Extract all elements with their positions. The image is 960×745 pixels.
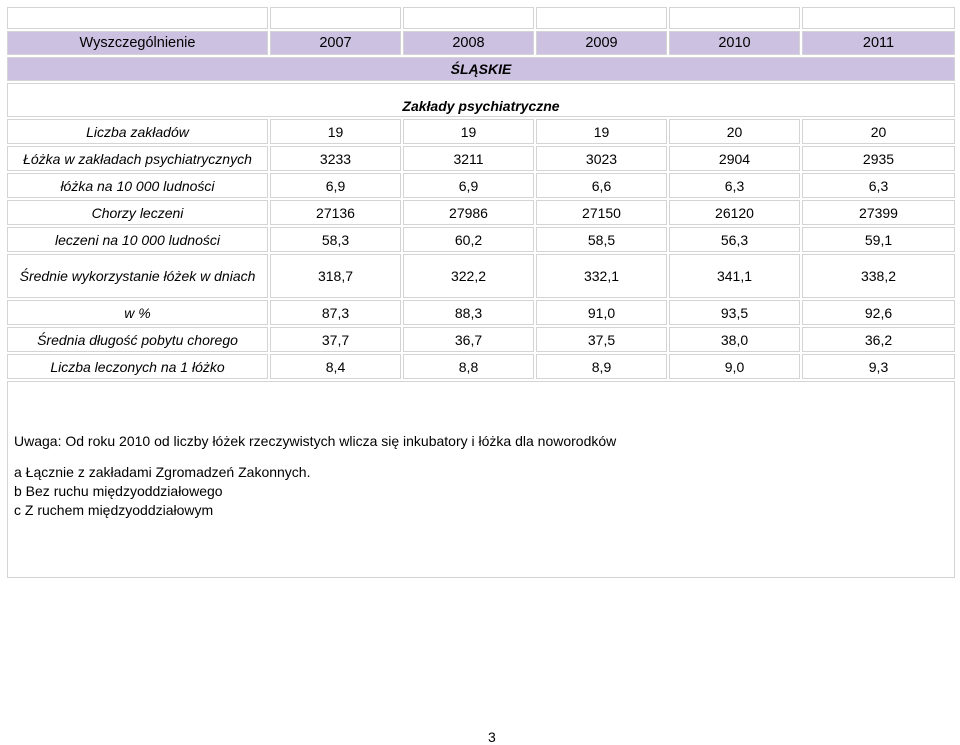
value-cell: 37,5 — [536, 327, 667, 352]
value-cell: 6,3 — [802, 173, 955, 198]
value-cell: 19 — [536, 119, 667, 144]
note-c: c Z ruchem międzyoddziałowym — [14, 502, 214, 518]
value-cell: 2935 — [802, 146, 955, 171]
row-label: leczeni na 10 000 ludności — [7, 227, 268, 252]
value-cell: 322,2 — [403, 254, 534, 298]
value-cell: 59,1 — [802, 227, 955, 252]
row-label: Chorzy leczeni — [7, 200, 268, 225]
value-cell: 19 — [403, 119, 534, 144]
section-title: Zakłady psychiatryczne — [7, 83, 955, 117]
page-number: 3 — [488, 729, 496, 745]
value-cell: 8,8 — [403, 354, 534, 379]
column-header: 2008 — [403, 31, 534, 55]
section-row — [7, 83, 955, 117]
cell — [536, 7, 667, 29]
value-cell: 338,2 — [802, 254, 955, 298]
empty-top-row — [7, 7, 955, 29]
table-row — [7, 119, 955, 144]
value-cell: 36,7 — [403, 327, 534, 352]
table-row — [7, 200, 955, 225]
value-cell: 3023 — [536, 146, 667, 171]
row-label: Średnie wykorzystanie łóżek w dniach — [7, 254, 268, 298]
value-cell: 341,1 — [669, 254, 800, 298]
value-cell: 20 — [669, 119, 800, 144]
table-row — [7, 254, 955, 298]
value-cell: 92,6 — [802, 300, 955, 325]
table-row — [7, 146, 955, 171]
column-header: 2011 — [802, 31, 955, 55]
value-cell: 88,3 — [403, 300, 534, 325]
value-cell: 332,1 — [536, 254, 667, 298]
region-title: ŚLĄSKIE — [7, 57, 955, 81]
table-row — [7, 173, 955, 198]
value-cell: 9,3 — [802, 354, 955, 379]
value-cell: 36,2 — [802, 327, 955, 352]
cell — [802, 7, 955, 29]
value-cell: 2904 — [669, 146, 800, 171]
value-cell: 8,4 — [270, 354, 401, 379]
table-row — [7, 327, 955, 352]
note-uwaga: Uwaga: Od roku 2010 od liczby łóżek rzeczywistych wlicza się inkubatory i łóżka dla noworodków — [14, 433, 617, 449]
value-cell: 6,3 — [669, 173, 800, 198]
column-header: 2010 — [669, 31, 800, 55]
notes-row — [7, 381, 955, 578]
column-header: Wyszczególnienie — [7, 31, 268, 55]
row-label: Liczba zakładów — [7, 119, 268, 144]
value-cell: 6,9 — [270, 173, 401, 198]
row-label: Łóżka w zakładach psychiatrycznych — [7, 146, 268, 171]
notes-cell — [7, 381, 955, 578]
value-cell: 58,3 — [270, 227, 401, 252]
cell — [270, 7, 401, 29]
value-cell: 91,0 — [536, 300, 667, 325]
table-row — [7, 227, 955, 252]
value-cell: 56,3 — [669, 227, 800, 252]
value-cell: 6,6 — [536, 173, 667, 198]
value-cell: 3233 — [270, 146, 401, 171]
value-cell: 27150 — [536, 200, 667, 225]
value-cell: 37,7 — [270, 327, 401, 352]
value-cell: 38,0 — [669, 327, 800, 352]
value-cell: 20 — [802, 119, 955, 144]
header-row — [7, 31, 955, 55]
value-cell: 58,5 — [536, 227, 667, 252]
cell — [403, 7, 534, 29]
table-row — [7, 354, 955, 379]
cell — [7, 7, 268, 29]
column-header: 2009 — [536, 31, 667, 55]
value-cell: 60,2 — [403, 227, 534, 252]
note-b: b Bez ruchu międzyoddziałowego — [14, 483, 223, 499]
value-cell: 9,0 — [669, 354, 800, 379]
row-label: w % — [7, 300, 268, 325]
data-table — [5, 5, 957, 580]
value-cell: 3211 — [403, 146, 534, 171]
row-label: łóżka na 10 000 ludności — [7, 173, 268, 198]
value-cell: 87,3 — [270, 300, 401, 325]
value-cell: 27399 — [802, 200, 955, 225]
note-a: a Łącznie z zakładami Zgromadzeń Zakonnych. — [14, 464, 311, 480]
value-cell: 6,9 — [403, 173, 534, 198]
row-label: Średnia długość pobytu chorego — [7, 327, 268, 352]
region-row — [7, 57, 955, 81]
cell — [669, 7, 800, 29]
table-body — [7, 119, 955, 379]
value-cell: 318,7 — [270, 254, 401, 298]
value-cell: 27136 — [270, 200, 401, 225]
value-cell: 93,5 — [669, 300, 800, 325]
value-cell: 19 — [270, 119, 401, 144]
row-label: Liczba leczonych na 1 łóżko — [7, 354, 268, 379]
value-cell: 26120 — [669, 200, 800, 225]
value-cell: 27986 — [403, 200, 534, 225]
column-header: 2007 — [270, 31, 401, 55]
value-cell: 8,9 — [536, 354, 667, 379]
table-row — [7, 300, 955, 325]
